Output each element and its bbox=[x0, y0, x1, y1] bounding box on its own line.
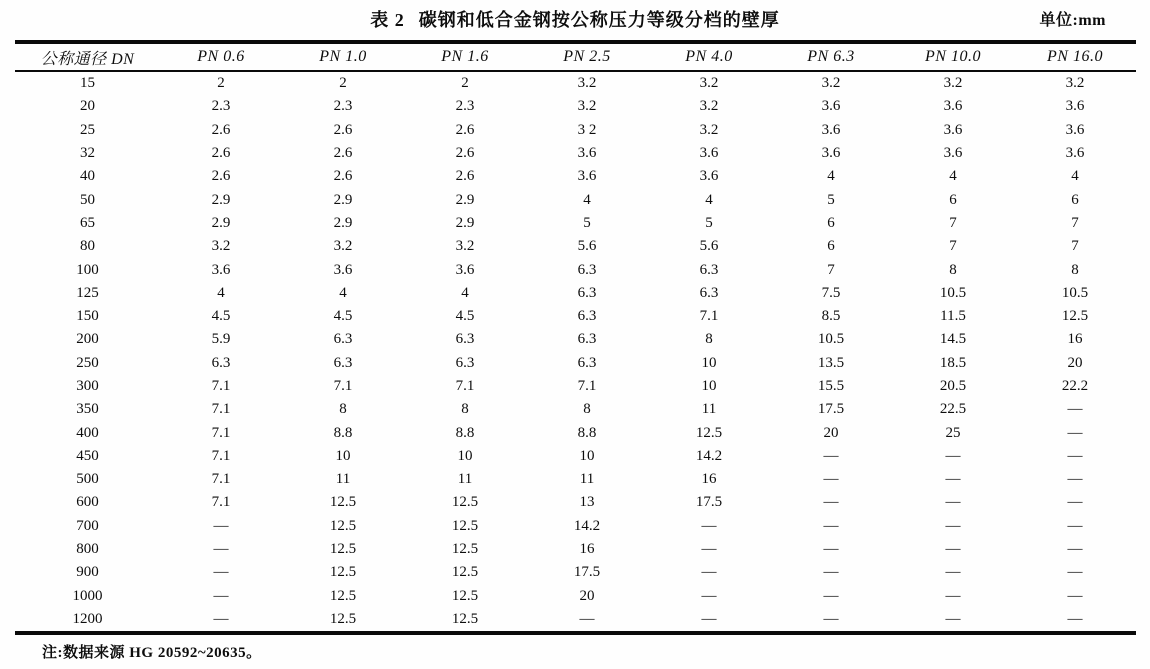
thickness-cell: — bbox=[823, 471, 839, 488]
thickness-cell: 8 bbox=[705, 331, 713, 348]
dn-cell: 20 bbox=[80, 98, 95, 115]
thickness-cell: — bbox=[1067, 401, 1083, 418]
thickness-cell: 8 bbox=[461, 401, 469, 418]
thickness-cell: 10 bbox=[457, 447, 473, 464]
thickness-cell: 8 bbox=[949, 261, 957, 278]
thickness-cell: 10.5 bbox=[1061, 284, 1089, 301]
thickness-cell: 2.6 bbox=[333, 121, 353, 138]
thickness-cell: 4.5 bbox=[333, 308, 353, 325]
thickness-cell: 8.5 bbox=[821, 308, 841, 325]
table-row bbox=[15, 515, 1136, 538]
thickness-cell: 20 bbox=[1067, 354, 1083, 371]
thickness-cell: — bbox=[823, 587, 839, 604]
thickness-cell: — bbox=[945, 447, 961, 464]
thickness-cell: 3.6 bbox=[943, 121, 963, 138]
thickness-cell: — bbox=[823, 494, 839, 511]
thickness-cell: 4 bbox=[827, 168, 835, 185]
column-header-pn: PN 6.3 bbox=[770, 42, 892, 71]
thickness-cell: 2.9 bbox=[333, 191, 353, 208]
table-row bbox=[15, 165, 1136, 188]
thickness-cell: 13.5 bbox=[817, 354, 845, 371]
thickness-cell: 11 bbox=[579, 471, 595, 488]
thickness-cell: 22.5 bbox=[939, 401, 967, 418]
thickness-cell: 7 bbox=[949, 238, 957, 255]
thickness-cell: 3.2 bbox=[333, 238, 353, 255]
thickness-cell: 3.2 bbox=[699, 75, 719, 92]
thickness-cell: 4 bbox=[949, 168, 957, 185]
thickness-cell: 12.5 bbox=[1061, 308, 1089, 325]
thickness-cell: 3.2 bbox=[211, 238, 231, 255]
thickness-cell: 7.1 bbox=[211, 378, 231, 394]
thickness-cell: 6.3 bbox=[333, 354, 353, 371]
thickness-cell: 7 bbox=[949, 214, 957, 231]
dn-cell: 125 bbox=[76, 284, 99, 301]
thickness-cell: 6.3 bbox=[577, 284, 597, 301]
thickness-cell: 2.3 bbox=[333, 98, 353, 115]
dn-cell: 350 bbox=[76, 401, 99, 418]
thickness-cell: — bbox=[823, 541, 839, 558]
thickness-cell: 4 bbox=[217, 284, 225, 301]
thickness-cell: 6 bbox=[1071, 191, 1079, 208]
thickness-cell: 4 bbox=[583, 191, 591, 208]
thickness-cell: 10 bbox=[701, 378, 717, 394]
table-row bbox=[15, 282, 1136, 305]
thickness-cell: 5 bbox=[583, 214, 591, 231]
thickness-cell: 8 bbox=[1071, 261, 1079, 278]
thickness-cell: 2 bbox=[217, 75, 225, 92]
thickness-cell: 6.3 bbox=[333, 331, 353, 348]
thickness-cell: 7 bbox=[827, 261, 835, 278]
thickness-cell: 6.3 bbox=[577, 331, 597, 348]
column-header-pn: PN 10.0 bbox=[892, 42, 1014, 71]
thickness-cell: 7.1 bbox=[333, 378, 353, 394]
thickness-cell: 3.6 bbox=[211, 261, 231, 278]
thickness-cell: 7.5 bbox=[821, 284, 841, 301]
thickness-cell: 6 bbox=[827, 238, 835, 255]
thickness-cell: — bbox=[945, 471, 961, 488]
thickness-cell: 2.9 bbox=[455, 191, 475, 208]
thickness-cell: 10.5 bbox=[939, 284, 967, 301]
thickness-cell: 11 bbox=[335, 471, 351, 488]
thickness-cell: 17.5 bbox=[573, 564, 601, 581]
thickness-cell: 4 bbox=[705, 191, 713, 208]
thickness-cell: 6.3 bbox=[455, 331, 475, 348]
table-row bbox=[15, 352, 1136, 375]
thickness-cell: — bbox=[1067, 447, 1083, 464]
column-header-pn: PN 4.0 bbox=[648, 42, 770, 71]
thickness-cell: 7 bbox=[1071, 214, 1079, 231]
thickness-cell: 10 bbox=[579, 447, 595, 464]
table-row bbox=[15, 375, 1136, 398]
thickness-cell: 2 bbox=[461, 75, 469, 92]
thickness-cell: 17.5 bbox=[695, 494, 723, 511]
dn-cell: 100 bbox=[76, 261, 99, 278]
table-row bbox=[15, 142, 1136, 165]
thickness-cell: 3.6 bbox=[943, 145, 963, 162]
table-row bbox=[15, 305, 1136, 328]
dn-cell: 25 bbox=[80, 121, 95, 138]
thickness-cell: 3.6 bbox=[577, 168, 597, 185]
thickness-cell: — bbox=[701, 517, 717, 534]
table-row bbox=[15, 445, 1136, 468]
dn-cell: 600 bbox=[76, 494, 99, 511]
dn-cell: 450 bbox=[76, 447, 99, 464]
thickness-cell: 20 bbox=[579, 587, 595, 604]
thickness-cell: 11 bbox=[457, 471, 473, 488]
dn-cell: 500 bbox=[76, 471, 99, 488]
thickness-cell: 17.5 bbox=[817, 401, 845, 418]
thickness-cell: 5 bbox=[827, 191, 835, 208]
thickness-cell: 2.9 bbox=[211, 191, 231, 208]
thickness-cell: 2 bbox=[339, 75, 347, 92]
thickness-cell: — bbox=[160, 608, 282, 633]
thickness-cell: 12.5 bbox=[329, 494, 357, 511]
thickness-cell: 3 2 bbox=[577, 121, 597, 138]
thickness-cell: 4.5 bbox=[455, 308, 475, 325]
thickness-cell: 20.5 bbox=[939, 378, 967, 394]
thickness-cell: 3.6 bbox=[699, 145, 719, 162]
table-row bbox=[15, 328, 1136, 351]
thickness-cell: 6.3 bbox=[699, 261, 719, 278]
thickness-cell: 10.5 bbox=[817, 331, 845, 348]
thickness-cell: 3.2 bbox=[821, 75, 841, 92]
dn-cell: 200 bbox=[76, 331, 99, 348]
thickness-cell: 16 bbox=[701, 471, 717, 488]
thickness-cell: 4 bbox=[1071, 168, 1079, 185]
unit-label: 单位:mm bbox=[1039, 12, 1106, 29]
thickness-cell: 16 bbox=[1067, 331, 1083, 348]
thickness-cell: — bbox=[823, 447, 839, 464]
thickness-cell: 3.6 bbox=[699, 168, 719, 185]
table-row bbox=[15, 608, 1136, 633]
thickness-cell: 2.6 bbox=[211, 168, 231, 185]
thickness-cell: 3.2 bbox=[943, 75, 963, 92]
thickness-cell: 7.1 bbox=[211, 471, 231, 488]
dn-cell: 65 bbox=[80, 214, 95, 231]
thickness-cell: 2.6 bbox=[455, 121, 475, 138]
column-header-dn: 公称通径 DN bbox=[15, 42, 160, 71]
thickness-cell: — bbox=[945, 587, 961, 604]
thickness-cell: 6 bbox=[827, 214, 835, 231]
thickness-cell: 3.6 bbox=[943, 98, 963, 115]
thickness-cell: 5 bbox=[705, 214, 713, 231]
thickness-cell: 2.6 bbox=[455, 168, 475, 185]
thickness-cell: 3.6 bbox=[1065, 98, 1085, 115]
wall-thickness-table bbox=[15, 40, 1136, 635]
source-note: 注:数据来源 HG 20592~20635。 bbox=[42, 645, 262, 661]
thickness-cell: — bbox=[1067, 517, 1083, 534]
thickness-cell: — bbox=[1067, 494, 1083, 511]
dn-cell: 1000 bbox=[72, 587, 103, 604]
thickness-cell: — bbox=[526, 608, 648, 633]
thickness-cell: 7 bbox=[1071, 238, 1079, 255]
thickness-cell: 11.5 bbox=[940, 308, 966, 325]
thickness-cell: 8 bbox=[583, 401, 591, 418]
table-row bbox=[15, 491, 1136, 514]
thickness-cell: 2.9 bbox=[455, 214, 475, 231]
thickness-cell: 8.8 bbox=[577, 424, 597, 441]
thickness-cell: 3.6 bbox=[1065, 121, 1085, 138]
table-title-text: 碳钢和低合金钢按公称压力等级分档的壁厚 bbox=[418, 10, 780, 30]
thickness-cell: 3.2 bbox=[577, 75, 597, 92]
thickness-cell: 2.9 bbox=[333, 214, 353, 231]
dn-cell: 32 bbox=[80, 145, 95, 162]
thickness-cell: 12.5 bbox=[451, 494, 479, 511]
table-row bbox=[15, 561, 1136, 584]
table-row bbox=[15, 119, 1136, 142]
table-row bbox=[15, 71, 1136, 95]
thickness-cell: 2.9 bbox=[211, 214, 231, 231]
thickness-cell: — bbox=[213, 517, 229, 534]
dn-cell: 15 bbox=[80, 75, 95, 92]
thickness-cell: 4 bbox=[461, 284, 469, 301]
dn-cell: 1200 bbox=[15, 608, 160, 633]
thickness-cell: 3.6 bbox=[821, 121, 841, 138]
table-row bbox=[15, 212, 1136, 235]
thickness-cell: — bbox=[648, 608, 770, 633]
thickness-cell: 8 bbox=[339, 401, 347, 418]
thickness-cell: — bbox=[770, 608, 892, 633]
thickness-cell: 12.5 bbox=[451, 517, 479, 534]
table-row bbox=[15, 398, 1136, 421]
thickness-cell: 6.3 bbox=[455, 354, 475, 371]
thickness-cell: 18.5 bbox=[939, 354, 967, 371]
thickness-cell: 7.1 bbox=[211, 424, 231, 441]
column-header-pn: PN 2.5 bbox=[526, 42, 648, 71]
thickness-cell: 3.2 bbox=[699, 98, 719, 115]
table-row bbox=[15, 538, 1136, 561]
thickness-cell: — bbox=[1067, 587, 1083, 604]
thickness-cell: 6.3 bbox=[211, 354, 231, 371]
thickness-cell: 3.6 bbox=[821, 98, 841, 115]
thickness-cell: — bbox=[701, 541, 717, 558]
table-row bbox=[15, 258, 1136, 281]
thickness-cell: 12.5 bbox=[329, 564, 357, 581]
thickness-cell: 14.2 bbox=[573, 517, 601, 534]
dn-cell: 40 bbox=[80, 168, 95, 185]
thickness-cell: — bbox=[213, 564, 229, 581]
thickness-cell: 11 bbox=[701, 401, 717, 418]
thickness-cell: 6.3 bbox=[577, 261, 597, 278]
thickness-cell: 5.6 bbox=[699, 238, 719, 255]
thickness-cell: 7.1 bbox=[699, 308, 719, 325]
thickness-cell: 12.5 bbox=[451, 541, 479, 558]
thickness-cell: 6.3 bbox=[577, 354, 597, 371]
thickness-cell: 7.1 bbox=[211, 494, 231, 511]
table-row bbox=[15, 235, 1136, 258]
thickness-cell: — bbox=[945, 517, 961, 534]
thickness-cell: 12.5 bbox=[282, 608, 404, 633]
thickness-cell: 3.2 bbox=[699, 121, 719, 138]
thickness-cell: 7.1 bbox=[211, 447, 231, 464]
dn-cell: 800 bbox=[76, 541, 99, 558]
thickness-cell: — bbox=[1067, 541, 1083, 558]
thickness-cell: 3.6 bbox=[1065, 145, 1085, 162]
thickness-cell: 2.6 bbox=[333, 168, 353, 185]
column-header-pn: PN 0.6 bbox=[160, 42, 282, 71]
thickness-cell: 2.3 bbox=[455, 98, 475, 115]
thickness-cell: 6.3 bbox=[699, 284, 719, 301]
table-row bbox=[15, 421, 1136, 444]
thickness-cell: 8.8 bbox=[333, 424, 353, 441]
thickness-cell: 6.3 bbox=[577, 308, 597, 325]
thickness-cell: 14.2 bbox=[695, 447, 723, 464]
thickness-cell: 3.6 bbox=[821, 145, 841, 162]
table-row bbox=[15, 468, 1136, 491]
thickness-cell: 16 bbox=[579, 541, 595, 558]
thickness-cell: 12.5 bbox=[329, 587, 357, 604]
thickness-cell: 15.5 bbox=[817, 378, 845, 394]
table-row bbox=[15, 585, 1136, 608]
dn-cell: 700 bbox=[76, 517, 99, 534]
thickness-cell: — bbox=[823, 517, 839, 534]
table-row bbox=[15, 188, 1136, 211]
table-title bbox=[0, 6, 1150, 32]
thickness-cell: 5.9 bbox=[211, 331, 231, 348]
thickness-cell: — bbox=[701, 587, 717, 604]
thickness-cell: 12.5 bbox=[451, 587, 479, 604]
thickness-cell: 14.5 bbox=[939, 331, 967, 348]
thickness-cell: 8.8 bbox=[455, 424, 475, 441]
thickness-cell: 22.2 bbox=[1061, 378, 1089, 394]
table-row bbox=[15, 95, 1136, 118]
thickness-cell: — bbox=[1014, 608, 1136, 633]
dn-cell: 150 bbox=[76, 308, 99, 325]
thickness-cell: 3.6 bbox=[455, 261, 475, 278]
column-header-pn: PN 1.0 bbox=[282, 42, 404, 71]
thickness-cell: 10 bbox=[701, 354, 717, 371]
thickness-cell: 20 bbox=[823, 424, 839, 441]
thickness-cell: 2.6 bbox=[211, 145, 231, 162]
column-header-pn: PN 16.0 bbox=[1014, 42, 1136, 71]
thickness-cell: 3.6 bbox=[577, 145, 597, 162]
thickness-cell: 3.2 bbox=[577, 98, 597, 115]
thickness-cell: 4 bbox=[339, 284, 347, 301]
thickness-cell: 4.5 bbox=[211, 308, 231, 325]
thickness-cell: 12.5 bbox=[329, 541, 357, 558]
column-header-pn: PN 1.6 bbox=[404, 42, 526, 71]
thickness-cell: — bbox=[1067, 424, 1083, 441]
thickness-cell: 12.5 bbox=[451, 564, 479, 581]
table-number-label: 表 2 bbox=[370, 10, 405, 30]
dn-cell: 300 bbox=[76, 378, 99, 394]
thickness-cell: 3.2 bbox=[455, 238, 475, 255]
thickness-cell: 7.1 bbox=[211, 401, 231, 418]
thickness-cell: — bbox=[1067, 564, 1083, 581]
thickness-cell: 3.6 bbox=[333, 261, 353, 278]
thickness-cell: 12.5 bbox=[329, 517, 357, 534]
thickness-cell: 10 bbox=[335, 447, 351, 464]
thickness-cell: 7.1 bbox=[577, 378, 597, 394]
dn-cell: 400 bbox=[76, 424, 99, 441]
thickness-cell: — bbox=[1067, 471, 1083, 488]
thickness-cell: 13 bbox=[579, 494, 595, 511]
table-header-row bbox=[15, 42, 1136, 71]
thickness-cell: 2.3 bbox=[211, 98, 231, 115]
dn-cell: 50 bbox=[80, 191, 95, 208]
thickness-cell: 25 bbox=[945, 424, 961, 441]
thickness-cell: 2.6 bbox=[211, 121, 231, 138]
thickness-cell: 12.5 bbox=[404, 608, 526, 633]
thickness-cell: — bbox=[213, 541, 229, 558]
dn-cell: 900 bbox=[76, 564, 99, 581]
thickness-cell: 2.6 bbox=[333, 145, 353, 162]
thickness-cell: — bbox=[945, 494, 961, 511]
dn-cell: 250 bbox=[76, 354, 99, 371]
dn-cell: 80 bbox=[80, 238, 95, 255]
thickness-cell: 3.2 bbox=[1065, 75, 1085, 92]
thickness-cell: — bbox=[213, 587, 229, 604]
thickness-cell: 6 bbox=[949, 191, 957, 208]
thickness-cell: — bbox=[823, 564, 839, 581]
thickness-cell: 12.5 bbox=[695, 424, 723, 441]
thickness-cell: — bbox=[892, 608, 1014, 633]
thickness-cell: 7.1 bbox=[455, 378, 475, 394]
thickness-cell: 5.6 bbox=[577, 238, 597, 255]
thickness-cell: 2.6 bbox=[455, 145, 475, 162]
thickness-cell: — bbox=[945, 541, 961, 558]
thickness-cell: — bbox=[945, 564, 961, 581]
thickness-cell: — bbox=[701, 564, 717, 581]
